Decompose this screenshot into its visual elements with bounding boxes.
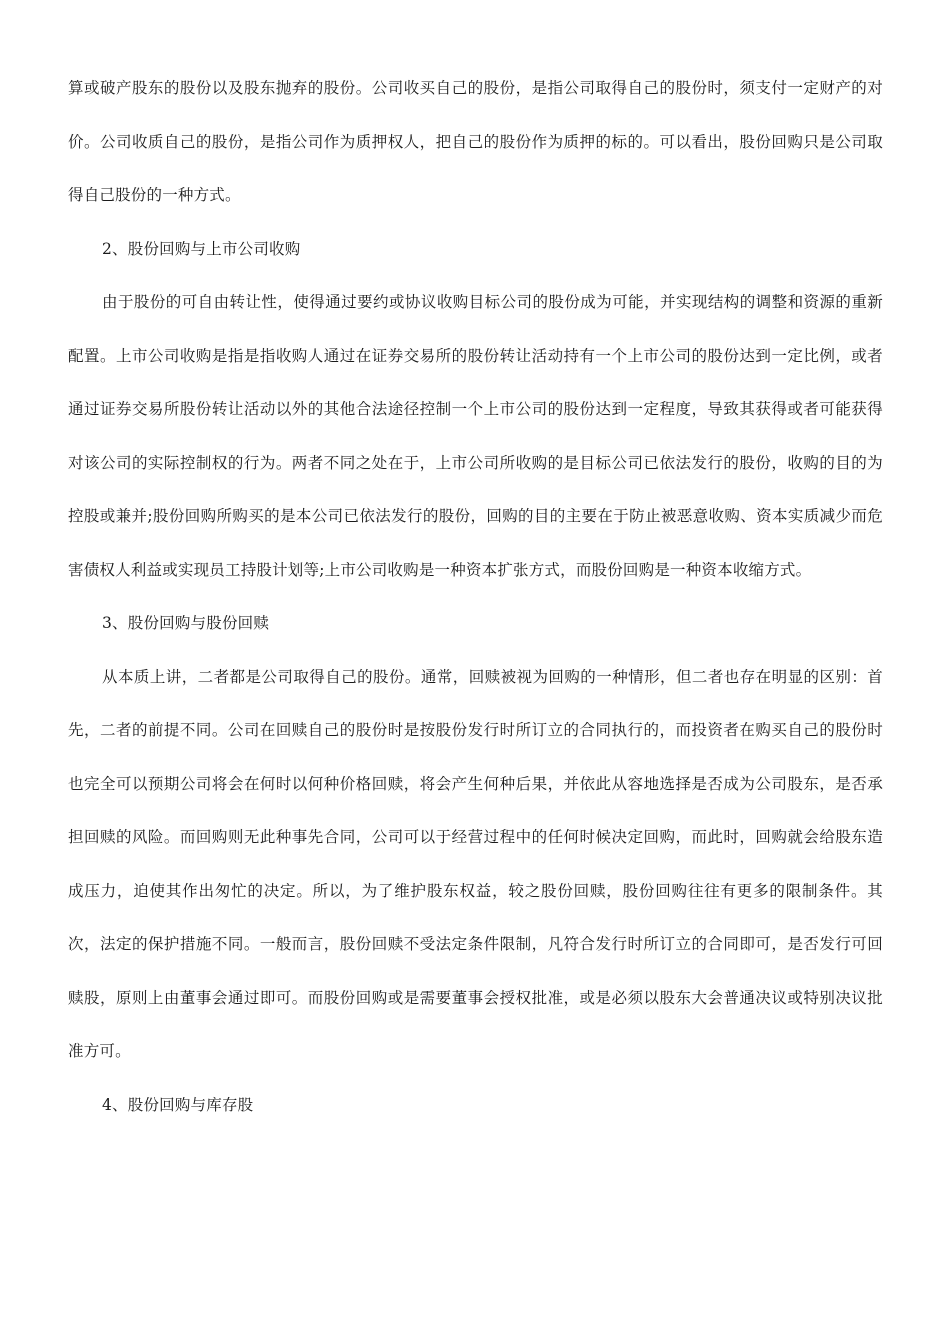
paragraph-buyback-vs-takeover: 由于股份的可自由转让性，使得通过要约或协议收购目标公司的股份成为可能，并实现结构的调整和资源的重新配置。上市公司收购是指是指收购人通过在证券交易所的股份转让活动持有一个上市公司的股份达到一定比例，或者通过证券交易所股份转让活动以外的其他合法途径控制一个上市公司的股份达到一定程度，导致其获得或者可能获得对该公司的实际控制权的行为。两者不同之处在于，上市公司所收购的是目标公司已依法发行的股份，收购的目的为控股或兼并;股份回购所购买的是本公司已依法发行的股份，回购的目的主要在于防止被恶意收购、资本实质减少而危害债权人利益或实现员工持股计划等;上市公司收购是一种资本扩张方式，而股份回购是一种资本收缩方式。 <box>68 293 883 579</box>
section-heading-buyback-vs-takeover: 2、股份回购与上市公司收购 <box>102 239 301 258</box>
paragraph-share-acquisition-methods: 算或破产股东的股份以及股东抛弃的股份。公司收买自己的股份，是指公司取得自己的股份时，须支付一定财产的对价。公司收质自己的股份，是指公司作为质押权人，把自己的股份作为质押的标的。可以看出，股份回购只是公司取得自己股份的一种方式。 <box>68 79 883 204</box>
paragraph-buyback-vs-redemption: 从本质上讲，二者都是公司取得自己的股份。通常，回赎被视为回购的一种情形，但二者也存在明显的区别：首先，二者的前提不同。公司在回赎自己的股份时是按股份发行时所订立的合同执行的，而投资者在购买自己的股份时也完全可以预期公司将会在何时以何种价格回赎，将会产生何种后果，并依此从容地选择是否成为公司股东，是否承担回赎的风险。而回购则无此种事先合同，公司可以于经营过程中的任何时候决定回购，而此时，回购就会给股东造成压力，迫使其作出匆忙的决定。所以，为了维护股东权益，较之股份回赎，股份回购往往有更多的限制条件。其次，法定的保护措施不同。一般而言，股份回赎不受法定条件限制，凡符合发行时所订立的合同即可，是否发行可回赎股，原则上由董事会通过即可。而股份回购或是需要董事会授权批准，或是必须以股东大会普通决议或特别决议批准方可。 <box>68 667 883 1060</box>
section-heading-buyback-vs-treasury-stock: 4、股份回购与库存股 <box>102 1095 254 1114</box>
document-page <box>68 62 883 1132</box>
section-heading-buyback-vs-redemption: 3、股份回购与股份回赎 <box>102 614 270 632</box>
